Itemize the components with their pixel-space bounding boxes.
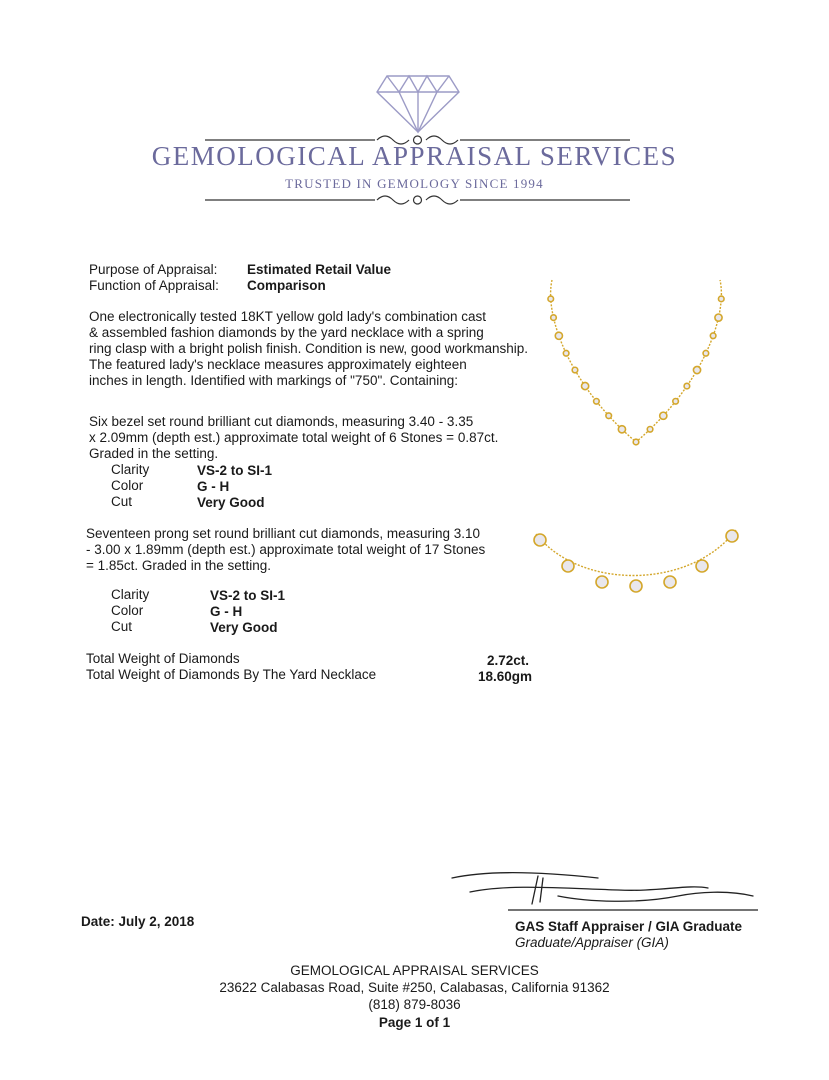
stones2-cut-value: Very Good xyxy=(210,620,278,635)
diamond-stone xyxy=(633,439,639,445)
diamond-stone xyxy=(703,350,709,356)
footer-address: 23622 Calabasas Road, Suite #250, Calabasas, California 91362 xyxy=(219,980,610,995)
stones1-line: Six bezel set round brilliant cut diamonds, measuring 3.40 - 3.35 xyxy=(89,414,474,429)
necklace-full-photo xyxy=(530,276,742,456)
diamond-stone xyxy=(582,382,589,389)
diamond-stone xyxy=(596,576,608,588)
diamond-stone xyxy=(696,560,708,572)
diamond-stone xyxy=(693,366,700,373)
footer-phone: (818) 879-8036 xyxy=(368,997,461,1012)
description-line: ring clasp with a bright polish finish. Condition is new, good workmanship. xyxy=(89,341,528,356)
stones1-description xyxy=(89,414,498,462)
diamond-stone xyxy=(684,383,690,389)
diamond-stone xyxy=(534,534,546,546)
total-necklace-label: Total Weight of Diamonds By The Yard Necklace xyxy=(86,667,377,682)
stones1-cut-label: Cut xyxy=(111,494,133,509)
stones1-line: Graded in the setting. xyxy=(89,446,219,461)
diamond-stone xyxy=(563,350,569,356)
stones2-line: Seventeen prong set round brilliant cut diamonds, measuring 3.10 xyxy=(86,526,480,541)
diamond-stone xyxy=(618,426,625,433)
gold-chain xyxy=(551,280,722,442)
stones1-line: x 2.09mm (depth est.) approximate total weight of 6 Stones = 0.87ct. xyxy=(89,430,499,445)
stones2-color-label: Color xyxy=(111,603,144,618)
description-line: inches in length. Identified with markings of "750". Containing: xyxy=(89,373,459,388)
diamond-stone xyxy=(606,413,612,419)
stones1-cut-value: Very Good xyxy=(197,495,265,510)
diamond-stone xyxy=(594,398,600,404)
diamond-stone xyxy=(551,315,557,321)
diamond-stone xyxy=(726,530,738,542)
diamond-stone xyxy=(555,332,562,339)
stones2-clarity-value: VS-2 to SI-1 xyxy=(210,588,286,603)
diamond-stone xyxy=(710,333,716,339)
diamond-stone xyxy=(630,580,642,592)
purpose-value: Estimated Retail Value xyxy=(247,262,392,277)
function-label: Function of Appraisal: xyxy=(89,278,219,293)
stones2-clarity-label: Clarity xyxy=(111,587,150,602)
description-line: & assembled fashion diamonds by the yard necklace with a spring xyxy=(89,325,484,340)
diamond-stone xyxy=(718,296,724,302)
stones2-color-value: G - H xyxy=(210,604,243,619)
diamond-stone xyxy=(715,314,722,321)
stones1-clarity-label: Clarity xyxy=(111,462,150,477)
diamond-stone xyxy=(673,398,679,404)
diamond-stone xyxy=(548,296,554,302)
diamond-stone xyxy=(572,367,578,373)
total-diamonds-label: Total Weight of Diamonds xyxy=(86,651,240,666)
stones2-line: - 3.00 x 1.89mm (depth est.) approximate total weight of 17 Stones xyxy=(86,542,486,557)
stones1-clarity-value: VS-2 to SI-1 xyxy=(197,463,273,478)
header-bottom-divider xyxy=(205,193,630,207)
total-diamonds-value: 2.72ct. xyxy=(487,653,530,668)
appraiser-title: GAS Staff Appraiser / GIA Graduate xyxy=(515,919,743,934)
footer-company: GEMOLOGICAL APPRAISAL SERVICES xyxy=(290,963,539,978)
diamond-stone xyxy=(562,560,574,572)
diamond-stone xyxy=(647,426,653,432)
diamond-outline-icon xyxy=(375,72,461,134)
function-value: Comparison xyxy=(247,278,326,293)
diamond-stone xyxy=(660,412,667,419)
stones1-color-label: Color xyxy=(111,478,144,493)
company-tagline: TRUSTED IN GEMOLOGY SINCE 1994 xyxy=(285,176,544,191)
description-line: The featured lady's necklace measures approximately eighteen xyxy=(89,357,467,372)
diamond-stone xyxy=(664,576,676,588)
necklace-detail-photo xyxy=(530,520,742,600)
company-name: GEMOLOGICAL APPRAISAL SERVICES xyxy=(151,141,678,171)
stones2-cut-label: Cut xyxy=(111,619,133,634)
appraiser-signature xyxy=(448,866,768,916)
description-line: One electronically tested 18KT yellow gold lady's combination cast xyxy=(89,309,487,324)
appraisal-date: Date: July 2, 2018 xyxy=(81,914,195,929)
stones2-description xyxy=(86,526,485,574)
appraiser-credential: Graduate/Appraiser (GIA) xyxy=(515,935,669,950)
purpose-label: Purpose of Appraisal: xyxy=(89,262,218,277)
total-necklace-value: 18.60gm xyxy=(478,669,533,684)
stones2-line: = 1.85ct. Graded in the setting. xyxy=(86,558,271,573)
footer-page-number: Page 1 of 1 xyxy=(378,1015,451,1030)
stones1-color-value: G - H xyxy=(197,479,230,494)
item-description xyxy=(89,309,528,389)
